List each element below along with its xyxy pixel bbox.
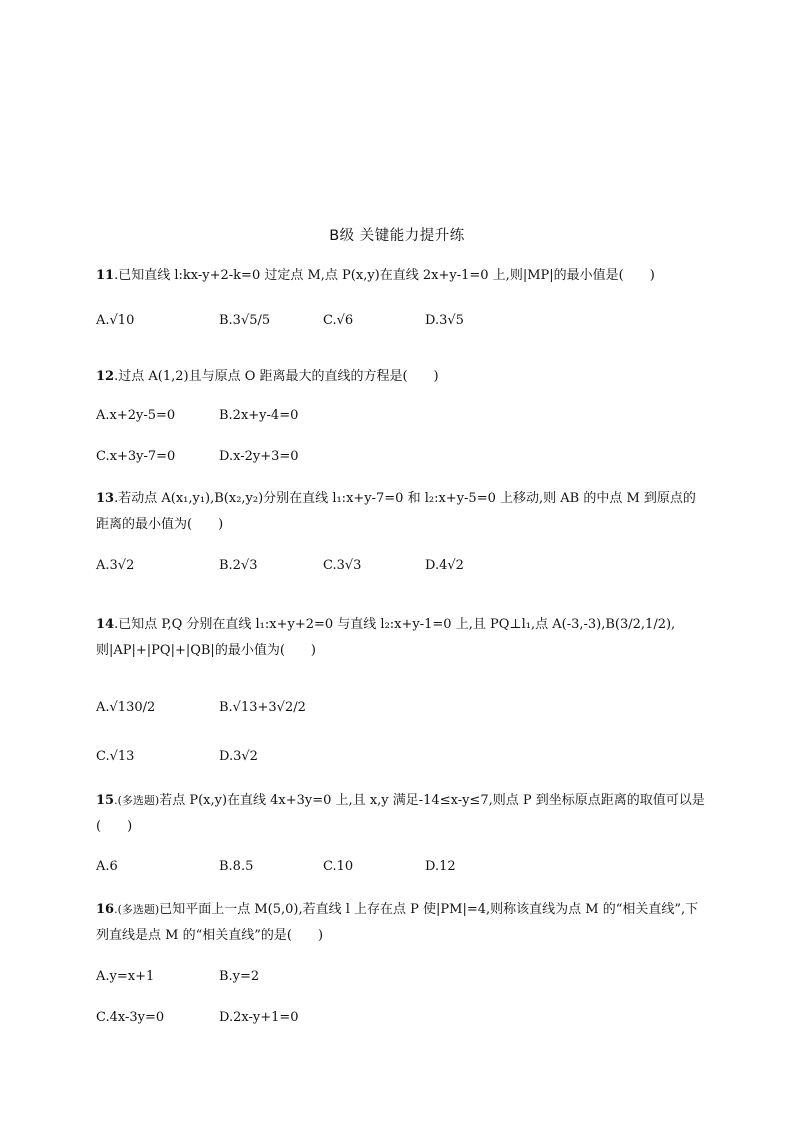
option-a[interactable]: A.√130/2 (96, 700, 156, 715)
question-tag: .(多选题) (114, 794, 160, 807)
question-stem: .已知直线 l:kx-y+2-k=0 过定点 M,点 P(x,y)在直线 2x+y-1=0 上,则|MP|的最小值是( ) (114, 268, 655, 283)
option-d[interactable]: D.2x-y+1=0 (219, 1010, 299, 1025)
question-number: 15 (96, 793, 115, 808)
question-14 (96, 612, 706, 664)
option-b[interactable]: B.3√5/5 (219, 313, 271, 328)
question-stem: 已知平面上一点 M(5,0),若直线 l 上存在点 P 使|PM|=4,则称该直线为点 M 的“相关直线”,下列直线是点 M 的“相关直线”的是( ) (96, 902, 699, 943)
question-number: 16 (96, 902, 115, 917)
question-number: 12 (96, 369, 115, 384)
option-c[interactable]: C.x+3y-7=0 (96, 449, 176, 464)
question-number: 14 (96, 617, 115, 632)
option-a[interactable]: A.x+2y-5=0 (96, 408, 176, 423)
option-d[interactable]: D.4√2 (425, 558, 464, 573)
option-c[interactable]: C.3√3 (323, 558, 362, 573)
option-c[interactable]: C.√13 (96, 749, 135, 764)
option-b[interactable]: B.2√3 (219, 558, 258, 573)
question-15 (96, 788, 706, 840)
section-title: B级 关键能力提升练 (329, 228, 465, 244)
question-12 (96, 364, 706, 390)
option-a[interactable]: A.y=x+1 (96, 969, 155, 984)
option-c[interactable]: C.4x-3y=0 (96, 1010, 165, 1025)
question-stem: .已知点 P,Q 分别在直线 l₁:x+y+2=0 与直线 l₂:x+y-1=0 上,且 PQ⊥l₁,点 A(-3,-3),B(3/2,1/2),则|AP|+|PQ|+|QB|的最小值为( ) (96, 617, 676, 658)
question-11 (96, 263, 706, 289)
option-d[interactable]: D.3√5 (425, 313, 464, 328)
option-d[interactable]: D.x-2y+3=0 (219, 449, 299, 464)
option-a[interactable]: A.√10 (96, 313, 135, 328)
question-stem: 若点 P(x,y)在直线 4x+3y=0 上,且 x,y 满足-14≤x-y≤7,则点 P 到坐标原点距离的取值可以是( ) (96, 793, 705, 834)
option-a[interactable]: A.3√2 (96, 558, 135, 573)
option-b[interactable]: B.8.5 (219, 859, 254, 874)
option-b[interactable]: B.2x+y-4=0 (219, 408, 299, 423)
option-a[interactable]: A.6 (96, 859, 118, 874)
question-number: 11 (96, 268, 115, 283)
option-c[interactable]: C.√6 (323, 313, 354, 328)
option-d[interactable]: D.12 (425, 859, 456, 874)
option-d[interactable]: D.3√2 (219, 749, 258, 764)
question-number: 13 (96, 491, 115, 506)
question-stem: .过点 A(1,2)且与原点 O 距离最大的直线的方程是( ) (114, 369, 439, 384)
option-c[interactable]: C.10 (323, 859, 354, 874)
option-b[interactable]: B.√13+3√2/2 (219, 700, 306, 715)
question-16 (96, 897, 706, 949)
option-b[interactable]: B.y=2 (219, 969, 260, 984)
question-stem: .若动点 A(x₁,y₁),B(x₂,y₂)分别在直线 l₁:x+y-7=0 和 l₂:x+y-5=0 上移动,则 AB 的中点 M 到原点的距离的最小值为( ) (96, 491, 696, 532)
question-tag: .(多选题) (114, 903, 160, 916)
question-13 (96, 486, 706, 538)
